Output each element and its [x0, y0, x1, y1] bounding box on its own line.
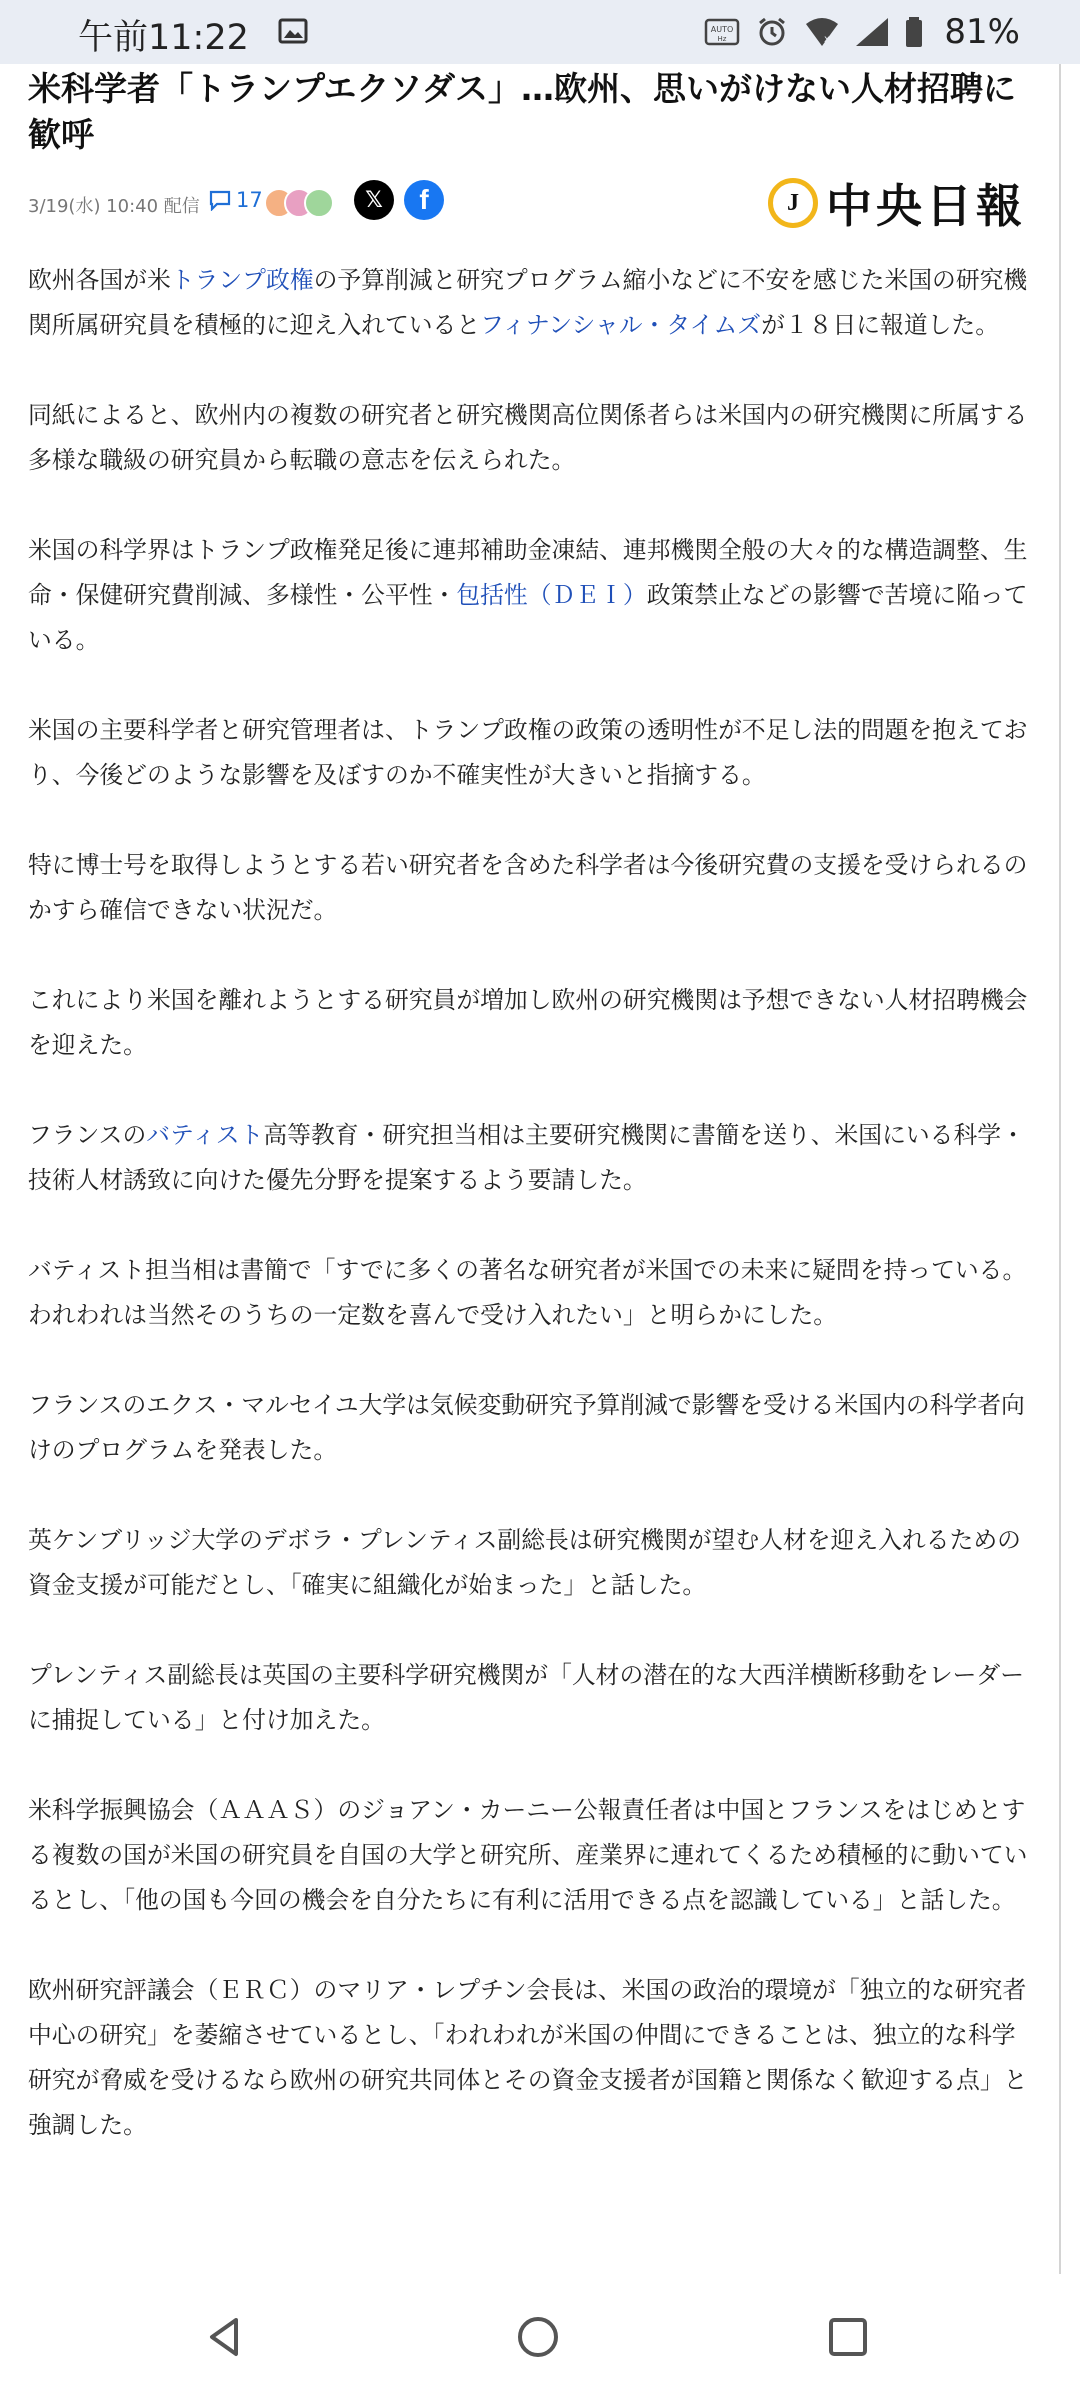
paragraph-text: 同紙によると、欧州内の複数の研究者と研究機関高位関係者らは米国内の研究機関に所属する多様な職級の研究員から転職の意志を伝えられた。	[28, 401, 1028, 474]
back-icon[interactable]	[200, 2312, 250, 2362]
paragraph-text: バティスト担当相は書簡で「すでに多くの著名な研究者が米国での未来に疑問を持っている。われわれは当然そのうちの一定数を喜んで受け入れたい」と明らかにした。	[28, 1256, 1027, 1329]
facebook-share-icon[interactable]: f	[404, 180, 444, 220]
wifi-icon	[804, 16, 840, 48]
image-icon	[278, 18, 308, 44]
article-body	[28, 258, 1038, 2193]
svg-text:x: x	[824, 34, 831, 45]
svg-text:AUTO: AUTO	[711, 25, 734, 34]
auto-brightness-icon	[704, 16, 740, 48]
paragraph-text: 高等教育・研究担当相は主要研究機関に書簡を送り、米国にいる科学・技術人材誘致に向けた優先分野を提案するよう要請した。	[28, 1121, 1025, 1194]
keyword-link[interactable]: （ＤＥＩ）	[527, 581, 647, 609]
keyword-link[interactable]: フィナンシャル・タイムズ	[480, 311, 762, 339]
comment-count: 17	[236, 188, 263, 212]
paragraph-text: 欧州研究評議会（ＥＲＣ）のマリア・レプチン会長は、米国の政治的環境が「独立的な研究者中心の研究」を萎縮させているとし、「われわれが米国の仲間にできることは、独立的な科学研究が脅威を受けるなら欧州の研究共同体とその資金支援者が国籍と関係なく歓迎する点」と強調した。	[28, 1976, 1028, 2139]
status-time: 午前11:22	[78, 18, 249, 58]
article-paragraph	[28, 708, 1038, 798]
publish-date: 3/19(水) 10:40 配信	[28, 196, 200, 217]
keyword-link[interactable]: 包括性	[456, 581, 528, 609]
status-icons	[704, 10, 1020, 54]
paragraph-text: 欧州各国が米	[28, 266, 171, 294]
signal-icon	[854, 16, 890, 48]
article-paragraph	[28, 843, 1038, 933]
paragraph-text: 政策禁止などの影響で苦境に陥っている。	[28, 581, 1028, 654]
source-name: 中央日報	[826, 179, 1026, 233]
keyword-link[interactable]: トランプ政権	[170, 266, 314, 294]
article-paragraph	[28, 1968, 1038, 2148]
article-paragraph	[28, 528, 1038, 663]
alarm-icon	[754, 16, 790, 48]
paragraph-text: プレンティス副総長は英国の主要科学研究機関が「人材の潜在的な大西洋横断移動をレーダーに捕捉している」と付け加えた。	[28, 1661, 1025, 1734]
battery-level: 81%	[944, 12, 1020, 52]
article-paragraph	[28, 1113, 1038, 1203]
home-icon[interactable]	[513, 2312, 563, 2362]
paragraph-text: 英ケンブリッジ大学のデボラ・プレンティス副総長は研究機関が望む人材を迎え入れるための資金支援が可能だとし、「確実に組織化が始まった」と話した。	[28, 1526, 1021, 1599]
article-meta	[28, 179, 1038, 233]
reaction-icons[interactable]	[264, 188, 338, 216]
keyword-link[interactable]: バティスト	[146, 1121, 264, 1149]
paragraph-text: フランスの	[28, 1121, 147, 1149]
reaction-happy-icon	[304, 188, 334, 218]
article-paragraph	[28, 1653, 1038, 1743]
battery-icon	[904, 16, 924, 48]
paragraph-text: 米科学振興協会（ＡＡＡＳ）のジョアン・カーニー公報責任者は中国とフランスをはじめとする複数の国が米国の研究員を自国の大学と研究所、産業界に連れてくるため積極的に動いているとし、「他の国も今回の機会を自分たちに有利に活用できる点を認識している」と話した。	[28, 1796, 1028, 1914]
source-logo-mark: J	[768, 178, 818, 228]
recents-icon[interactable]	[823, 2312, 873, 2362]
comment-button[interactable]	[208, 188, 263, 212]
paragraph-text: これにより米国を離れようとする研究員が増加し欧州の研究機関は予想できない人材招聘機会を迎えた。	[28, 986, 1028, 1059]
paragraph-text: 米国の主要科学者と研究管理者は、トランプ政権の政策の透明性が不足し法的問題を抱えており、今後どのような影響を及ぼすのか不確実性が大きいと指摘する。	[28, 716, 1028, 789]
paragraph-text: が１８日に報道した。	[761, 311, 1000, 339]
paragraph-text: フランスのエクス・マルセイユ大学は気候変動研究予算削減で影響を受ける米国内の科学者向けのプログラムを発表した。	[28, 1391, 1025, 1464]
svg-text:Hz: Hz	[717, 35, 727, 43]
article-paragraph	[28, 978, 1038, 1068]
paragraph-text: の予算削減と研究プログラム縮小などに不安を感じた米国の研究機関所属研究員を積極的に迎え入れていると	[28, 266, 1028, 339]
article-paragraph	[28, 1383, 1038, 1473]
x-share-icon[interactable]: 𝕏	[354, 180, 394, 220]
paragraph-text: 特に博士号を取得しようとする若い研究者を含めた科学者は今後研究費の支援を受けられるのかすら確信できない状況だ。	[28, 851, 1028, 924]
paragraph-text: 米国の科学界はトランプ政権発足後に連邦補助金凍結、連邦機関全般の大々的な構造調整、生命・保健研究費削減、多様性・公平性・	[28, 536, 1028, 609]
article-paragraph	[28, 1248, 1038, 1338]
article-paragraph	[28, 1788, 1038, 1923]
status-bar	[0, 0, 1080, 64]
article-headline: 米科学者「トランプエクソダス」…欧州、思いがけない人材招聘に歓呼	[28, 69, 1017, 154]
source-logo[interactable]	[768, 170, 1026, 236]
article-paragraph	[28, 393, 1038, 483]
article-paragraph	[28, 258, 1038, 348]
article-paragraph	[28, 1518, 1038, 1608]
navigation-bar	[0, 2274, 1080, 2400]
comment-icon	[208, 189, 232, 211]
